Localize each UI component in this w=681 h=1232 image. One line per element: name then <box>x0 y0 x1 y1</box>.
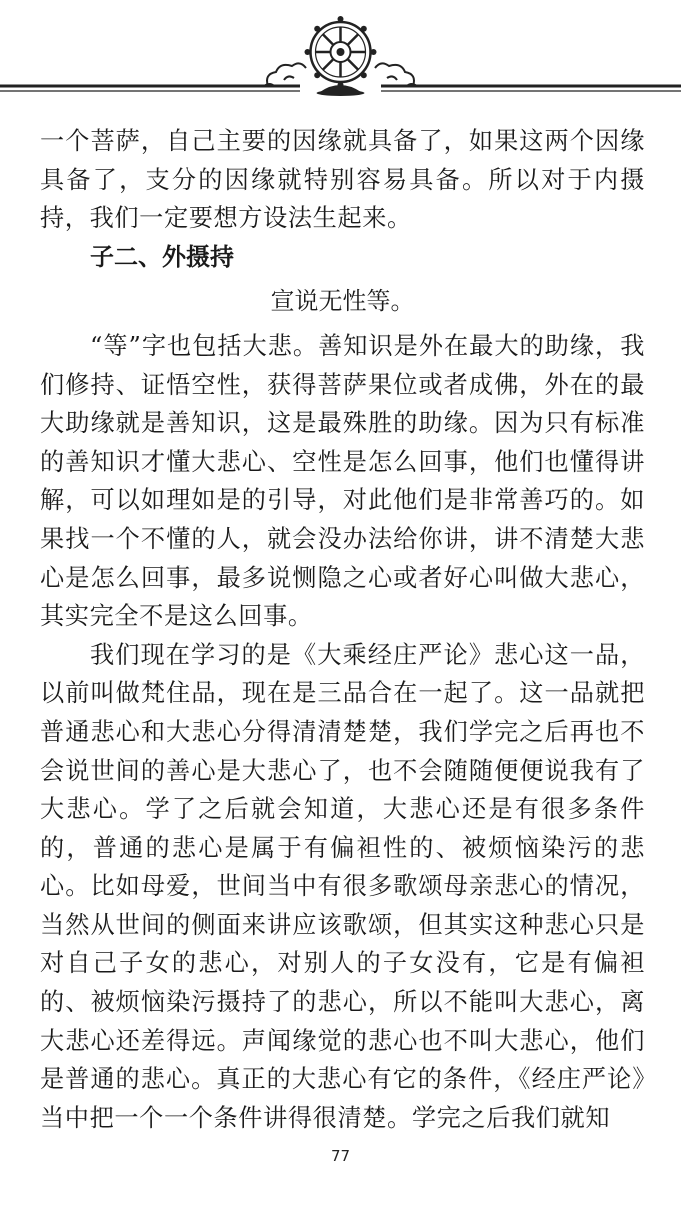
section-heading: 子二、外摄持 <box>90 242 234 271</box>
page-header-ornament <box>0 0 681 110</box>
page-body <box>40 122 645 1137</box>
root-verse: 宣说无性等。 <box>270 287 415 316</box>
paragraph: 我们现在学习的是《大乘经庄严论》悲心这一品，以前叫做梵住品，现在是三品合在一起了。这一品就把普通悲心和大悲心分得清清楚楚，我们学完之后再也不会说世间的善心是大悲心了，也不会随随便便说我有了大悲心。学了之后就会知道，大悲心还是有很多条件的，普通的悲心是属于有偏袒性的、被烦恼染污的悲心。比如母爱，世间当中有很多歌颂母亲悲心的情况，当然从世间的侧面来讲应该歌颂，但其实这种悲心只是对自己子女的悲心，对别人的子女没有，它是有偏袒的、被烦恼染污摄持了的悲心，所以不能叫大悲心，离大悲心还差得远。声闻缘觉的悲心也不叫大悲心，他们是普通的悲心。真正的大悲心有它的条件，《经庄严论》当中把一个一个条件讲得很清楚。学完之后我们就知 <box>40 640 645 1132</box>
paragraph-continuation: 一个菩萨，自己主要的因缘就具备了，如果这两个因缘具备了，支分的因缘就特别容易具备。所以对于内摄持，我们一定要想方设法生起来。 <box>40 127 645 233</box>
paragraph: “等”字也包括大悲。善知识是外在最大的助缘，我们修持、证悟空性，获得菩萨果位或者成佛，外在的最大助缘就是善知识，这是最殊胜的助缘。因为只有标准的善知识才懂大悲心、空性是怎么回事，他们也懂得讲解，可以如理如是的引导，对此他们是非常善巧的。如果找一个不懂的人，就会没办法给你讲，讲不清楚大悲心是怎么回事，最多说恻隐之心或者好心叫做大悲心，其实完全不是这么回事。 <box>40 331 645 631</box>
page-number: 77 <box>330 1147 351 1165</box>
dharma-wheel-icon <box>0 0 681 110</box>
